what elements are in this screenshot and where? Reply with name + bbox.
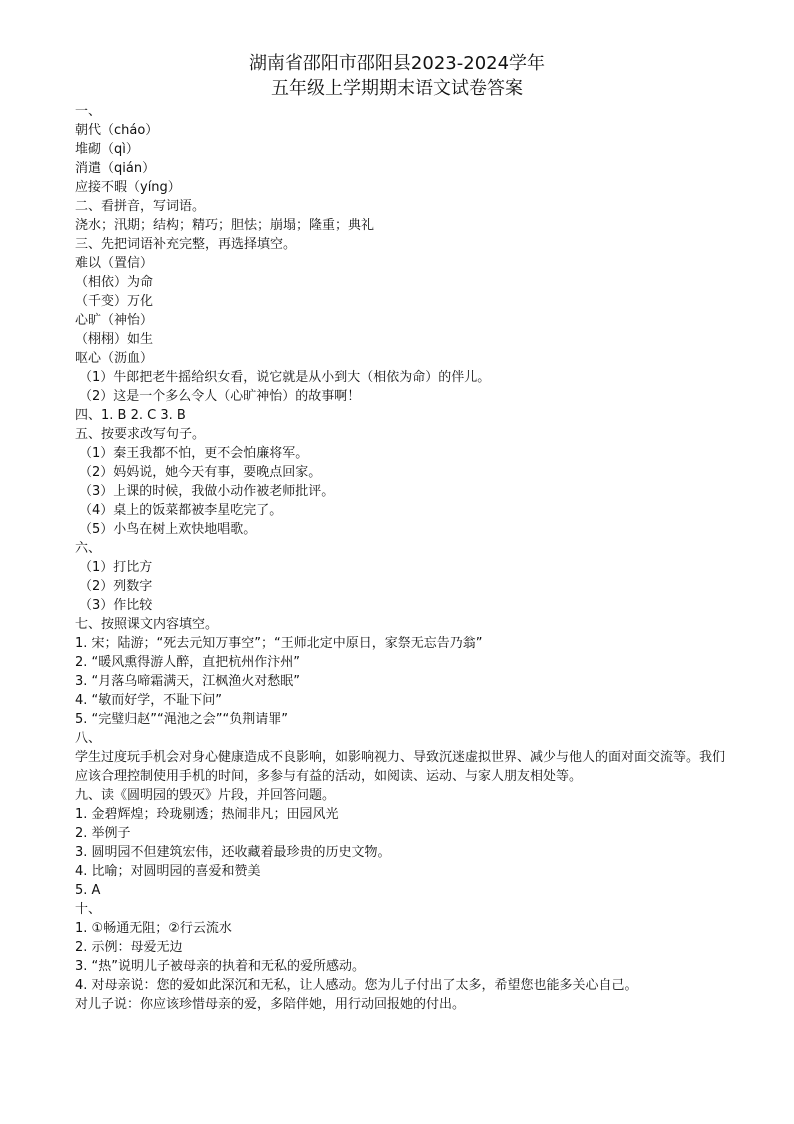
section-heading-2: 二、看拼音，写词语。 xyxy=(75,199,206,214)
answer-line: 4. “敏而好学，不耻下问” xyxy=(75,693,223,708)
answer-body xyxy=(75,102,735,1014)
answer-line: （相依）为命 xyxy=(75,275,154,290)
answer-line: （1）秦王我都不怕，更不会怕廉将军。 xyxy=(79,446,309,461)
answer-line: （3）作比较 xyxy=(79,598,153,613)
answer-line: 3. “月落乌啼霜满天，江枫渔火对愁眠” xyxy=(75,674,301,689)
answer-line: 2. 举例子 xyxy=(75,826,131,841)
section-heading-9: 九、读《圆明园的毁灭》片段，并回答问题。 xyxy=(75,788,336,803)
answer-line: 5. A xyxy=(75,883,101,898)
answer-line: 对儿子说：你应该珍惜母亲的爱，多陪伴她，用行动回报她的付出。 xyxy=(75,997,466,1012)
answer-line: 4. 对母亲说：您的爱如此深沉和无私，让人感动。您为儿子付出了太多，希望您也能多关心自己。 xyxy=(75,978,638,993)
answer-line: 3. “热”说明儿子被母亲的执着和无私的爱所感动。 xyxy=(75,959,366,974)
answer-line: 浇水；汛期；结构；精巧；胆怯；崩塌；隆重；典礼 xyxy=(75,218,375,233)
answer-line: （3）上课的时候，我做小动作被老师批评。 xyxy=(79,484,335,499)
answer-line: 朝代（cháo） xyxy=(75,123,159,138)
section-heading-4: 四、1. B 2. C 3. B xyxy=(75,408,186,423)
answer-line: 1. 宋；陆游；“死去元知万事空”；“王师北定中原日，家祭无忘告乃翁” xyxy=(75,636,483,651)
answer-line: （1）打比方 xyxy=(79,560,153,575)
answer-line: 应接不暇（yíng） xyxy=(75,180,181,195)
answer-line: （1）牛郎把老牛摇给织女看，说它就是从小到大（相依为命）的伴儿。 xyxy=(79,370,491,385)
answer-line: 1. ①畅通无阻；②行云流水 xyxy=(75,921,232,936)
section-heading-7: 七、按照课文内容填空。 xyxy=(75,617,219,632)
answer-paragraph: 学生过度玩手机会对身心健康造成不良影响，如影响视力、导致沉迷虚拟世界、减少与他人的面对面交流等。我们应该合理控制使用手机的时间，多参与有益的活动，如阅读、运动、与家人朋友相处等。 xyxy=(75,750,726,784)
answer-line: （2）这是一个多么令人（心旷神怡）的故事啊！ xyxy=(79,389,361,404)
section-heading-1: 一、 xyxy=(75,104,102,119)
document-title-line-2: 五年级上学期期末语文试卷答案 xyxy=(271,78,523,99)
answer-line: （千变）万化 xyxy=(75,294,154,309)
answer-line: 3. 圆明园不但建筑宏伟，还收藏着最珍贵的历史文物。 xyxy=(75,845,391,860)
answer-line: （4）桌上的饭菜都被李星吃完了。 xyxy=(79,503,283,518)
answer-line: 呕心（沥血） xyxy=(75,351,154,366)
answer-line: 心旷（神怡） xyxy=(75,313,154,328)
answer-line: 堆砌（qì） xyxy=(75,142,139,157)
section-heading-3: 三、先把词语补充完整，再选择填空。 xyxy=(75,237,297,252)
section-heading-6: 六、 xyxy=(75,541,102,556)
answer-line: （2）妈妈说，她今天有事，要晚点回家。 xyxy=(79,465,322,480)
answer-line: 1. 金碧辉煌；玲珑剔透；热闹非凡；田园风光 xyxy=(75,807,339,822)
answer-line: 消遣（qián） xyxy=(75,161,156,176)
document-title-line-1: 湖南省邵阳市邵阳县2023-2024学年 xyxy=(248,53,546,74)
section-heading-5: 五、按要求改写句子。 xyxy=(75,427,206,442)
answer-line: （栩栩）如生 xyxy=(75,332,154,347)
answer-line: （2）列数字 xyxy=(79,579,153,594)
section-heading-10: 十、 xyxy=(75,902,102,917)
answer-line: （5）小鸟在树上欢快地唱歌。 xyxy=(79,522,257,537)
answer-line: 2. “暖风熏得游人醉，直把杭州作汴州” xyxy=(75,655,301,670)
answer-line: 难以（置信） xyxy=(75,256,154,271)
section-heading-8: 八、 xyxy=(75,731,102,746)
answer-line: 5. “完璧归赵”“渑池之会”“负荆请罪” xyxy=(75,712,288,727)
answer-line: 4. 比喻；对圆明园的喜爱和赞美 xyxy=(75,864,261,879)
answer-line: 2. 示例：母爱无边 xyxy=(75,940,183,955)
